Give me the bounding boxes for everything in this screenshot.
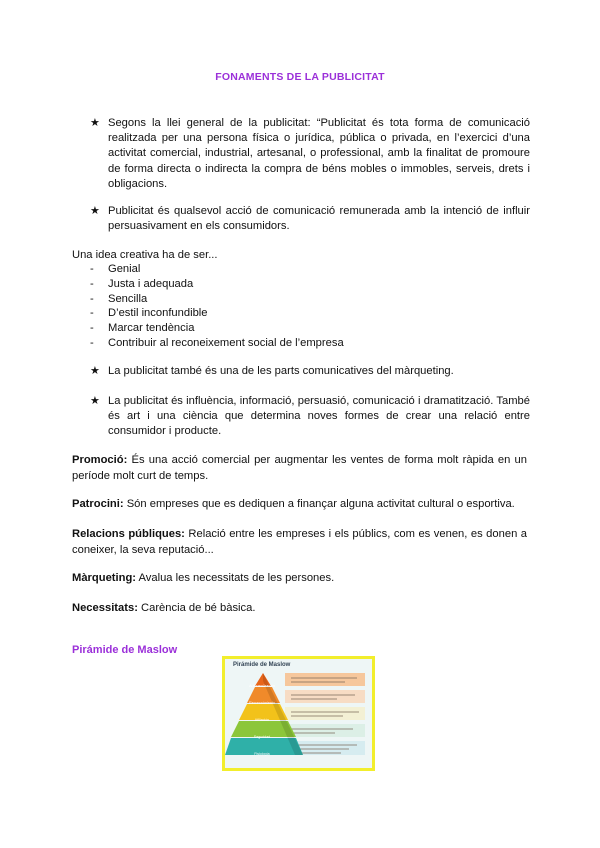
list-item: - Contribuir al reconeixement social de l’empresa — [90, 336, 344, 349]
idea-intro: Una idea creativa ha de ser... — [72, 249, 218, 261]
idea-list — [90, 262, 344, 351]
definition-patrocini — [72, 496, 527, 512]
bullet-text: La publicitat també és una de les parts comunicatives del màrqueting. — [108, 365, 454, 377]
definition-text: Carència de bé bàsica. — [141, 602, 256, 614]
definition-text: Són empreses que es dediquen a finançar alguna activitat cultural o esportiva. — [126, 498, 515, 510]
star-bullet-icon: ★ — [90, 365, 100, 377]
list-item-text: Justa i adequada — [108, 277, 194, 290]
list-item-text: Genial — [108, 263, 141, 275]
maslow-image-title: Pirámide de Maslow — [233, 662, 291, 668]
pyramid-level-labels — [227, 678, 297, 763]
star-bullet-icon: ★ — [90, 117, 100, 129]
list-item — [90, 364, 530, 379]
level-description-band — [285, 707, 365, 720]
list-item: - Genial — [90, 263, 141, 275]
list-item-text: Sencilla — [108, 292, 148, 305]
level-description-band — [285, 724, 365, 737]
definition-text: És una acció comercial per augmentar les ventes de forma molt ràpida en un període molt curt de temps. — [72, 454, 528, 482]
definition-necessitats — [72, 600, 527, 616]
definition-text: Relació entre les empreses i els públics, com es venen, es donen a coneixer, la seva reputació... — [72, 528, 528, 556]
list-item — [90, 204, 530, 234]
level-description-band — [285, 690, 365, 703]
level-description-band — [285, 673, 365, 686]
star-bullet-icon: ★ — [90, 205, 100, 217]
definition-marqueting — [72, 570, 527, 586]
list-item: - Marcar tendència — [90, 322, 195, 335]
list-item: - D’estil inconfundible — [90, 307, 208, 320]
definition-term: Relacions públiques: — [72, 528, 185, 540]
bullet-text: Segons la llei general de la publicitat: “Publicitat és tota forma de comunicació realitzada per una persona física o jurídica, pública o privada, en l’exercici d’una activitat comercial, industrial, artesanal, o professional, amb la finalitat de promoure de forma directa o indirecta la compra de béns mobles o immobles, serveis, drets i obligacions. — [108, 117, 530, 190]
level-label: Fisiología — [254, 752, 270, 756]
level-label: Afiliación — [254, 718, 270, 722]
bullet-text: La publicitat és influència, informació, persuasió, comunicació i dramatització. També és art i una ciència que determina noves formes de crear una relació entre consumidor i producte. — [108, 395, 530, 438]
definition-term: Promoció: — [72, 454, 128, 466]
definition-promocio — [72, 452, 527, 484]
definition-term: Necessitats: — [72, 602, 138, 614]
definition-text: Avalua les necessitats de les persones. — [138, 572, 335, 584]
level-label: Reconocimiento — [249, 701, 275, 705]
definition-term: Patrocini: — [72, 498, 124, 510]
list-item: - Sencilla — [90, 292, 148, 305]
level-label: Autorrealización — [249, 684, 275, 688]
maslow-pyramid-canvas — [225, 659, 372, 768]
list-item: - Justa i adequada — [90, 277, 194, 290]
bullet-text: Publicitat és qualsevol acció de comunicació remunerada amb la intenció de influir persuasivament en els consumidors. — [108, 205, 530, 233]
level-label: Seguridad — [253, 735, 271, 739]
maslow-pyramid-image — [222, 656, 375, 771]
list-item-text: Marcar tendència — [108, 322, 195, 335]
list-item-text: Contribuir al reconeixement social de l’empresa — [108, 336, 344, 349]
maslow-section-title: Pirámide de Maslow — [72, 644, 178, 656]
definition-relacions-publiques — [72, 526, 527, 558]
list-item — [90, 116, 530, 192]
list-item — [90, 394, 530, 440]
star-bullet-icon: ★ — [90, 395, 100, 407]
list-item-text: D’estil inconfundible — [108, 307, 208, 320]
definition-term: Màrqueting: — [72, 572, 137, 584]
page-title: FONAMENTS DE LA PUBLICITAT — [215, 71, 385, 83]
